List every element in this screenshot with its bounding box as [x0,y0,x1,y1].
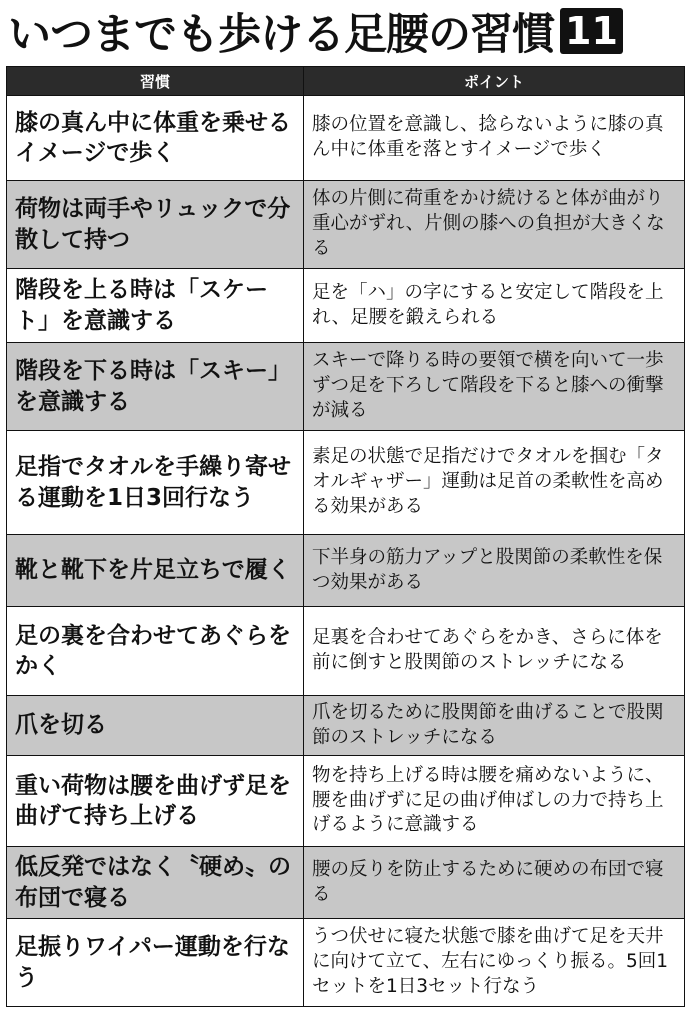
habit-cell: 爪を切る [7,696,304,756]
header-point: ポイント [304,67,685,96]
point-cell: 爪を切るために股関節を曲げることで股関節のストレッチになる [304,696,685,756]
habit-cell: 靴と靴下を片足立ちで履く [7,535,304,607]
habit-cell: 荷物は両手やリュックで分散して持つ [7,181,304,269]
habit-cell: 重い荷物は腰を曲げず足を曲げて持ち上げる [7,756,304,847]
table-row [7,919,685,1007]
page-title [0,0,690,62]
header-habit: 習慣 [7,67,304,96]
table-row [7,535,685,607]
table-row [7,343,685,431]
table-row [7,756,685,847]
table-row [7,607,685,696]
habit-cell: 膝の真ん中に体重を乗せるイメージで歩く [7,96,304,181]
habit-cell: 足指でタオルを手繰り寄せる運動を1日3回行なう [7,431,304,535]
point-cell: 足裏を合わせてあぐらをかき、さらに体を前に倒すと股関節のストレッチになる [304,607,685,696]
habit-cell: 足振りワイパー運動を行なう [7,919,304,1007]
table-row [7,269,685,343]
habits-table [6,66,685,1007]
table-row [7,847,685,919]
point-cell: 素足の状態で足指だけでタオルを掴む「タオルギャザー」運動は足首の柔軟性を高める効果がある [304,431,685,535]
table-header-row [7,67,685,96]
table-row [7,181,685,269]
habit-cell: 足の裏を合わせてあぐらをかく [7,607,304,696]
title-number-badge: 11 [560,8,623,54]
table-row [7,96,685,181]
habit-cell: 階段を下る時は「スキー」を意識する [7,343,304,431]
point-cell: スキーで降りる時の要領で横を向いて一歩ずつ足を下ろして階段を下ると膝への衝撃が減る [304,343,685,431]
title-text: いつまでも歩ける足腰の習慣 [8,9,554,60]
habit-cell: 低反発ではなく〝硬め〟の布団で寝る [7,847,304,919]
point-cell: 体の片側に荷重をかけ続けると体が曲がり重心がずれ、片側の膝への負担が大きくなる [304,181,685,269]
point-cell: 足を「ハ」の字にすると安定して階段を上れ、足腰を鍛えられる [304,269,685,343]
habit-cell: 階段を上る時は「スケート」を意識する [7,269,304,343]
point-cell: 下半身の筋力アップと股関節の柔軟性を保つ効果がある [304,535,685,607]
point-cell: 物を持ち上げる時は腰を痛めないように、腰を曲げずに足の曲げ伸ばしの力で持ち上げるように意識する [304,756,685,847]
point-cell: うつ伏せに寝た状態で膝を曲げて足を天井に向けて立て、左右にゆっくり振る。5回1セットを1日3セット行なう [304,919,685,1007]
point-cell: 腰の反りを防止するために硬めの布団で寝る [304,847,685,919]
point-cell: 膝の位置を意識し、捻らないように膝の真ん中に体重を落とすイメージで歩く [304,96,685,181]
table-row [7,696,685,756]
table-row [7,431,685,535]
